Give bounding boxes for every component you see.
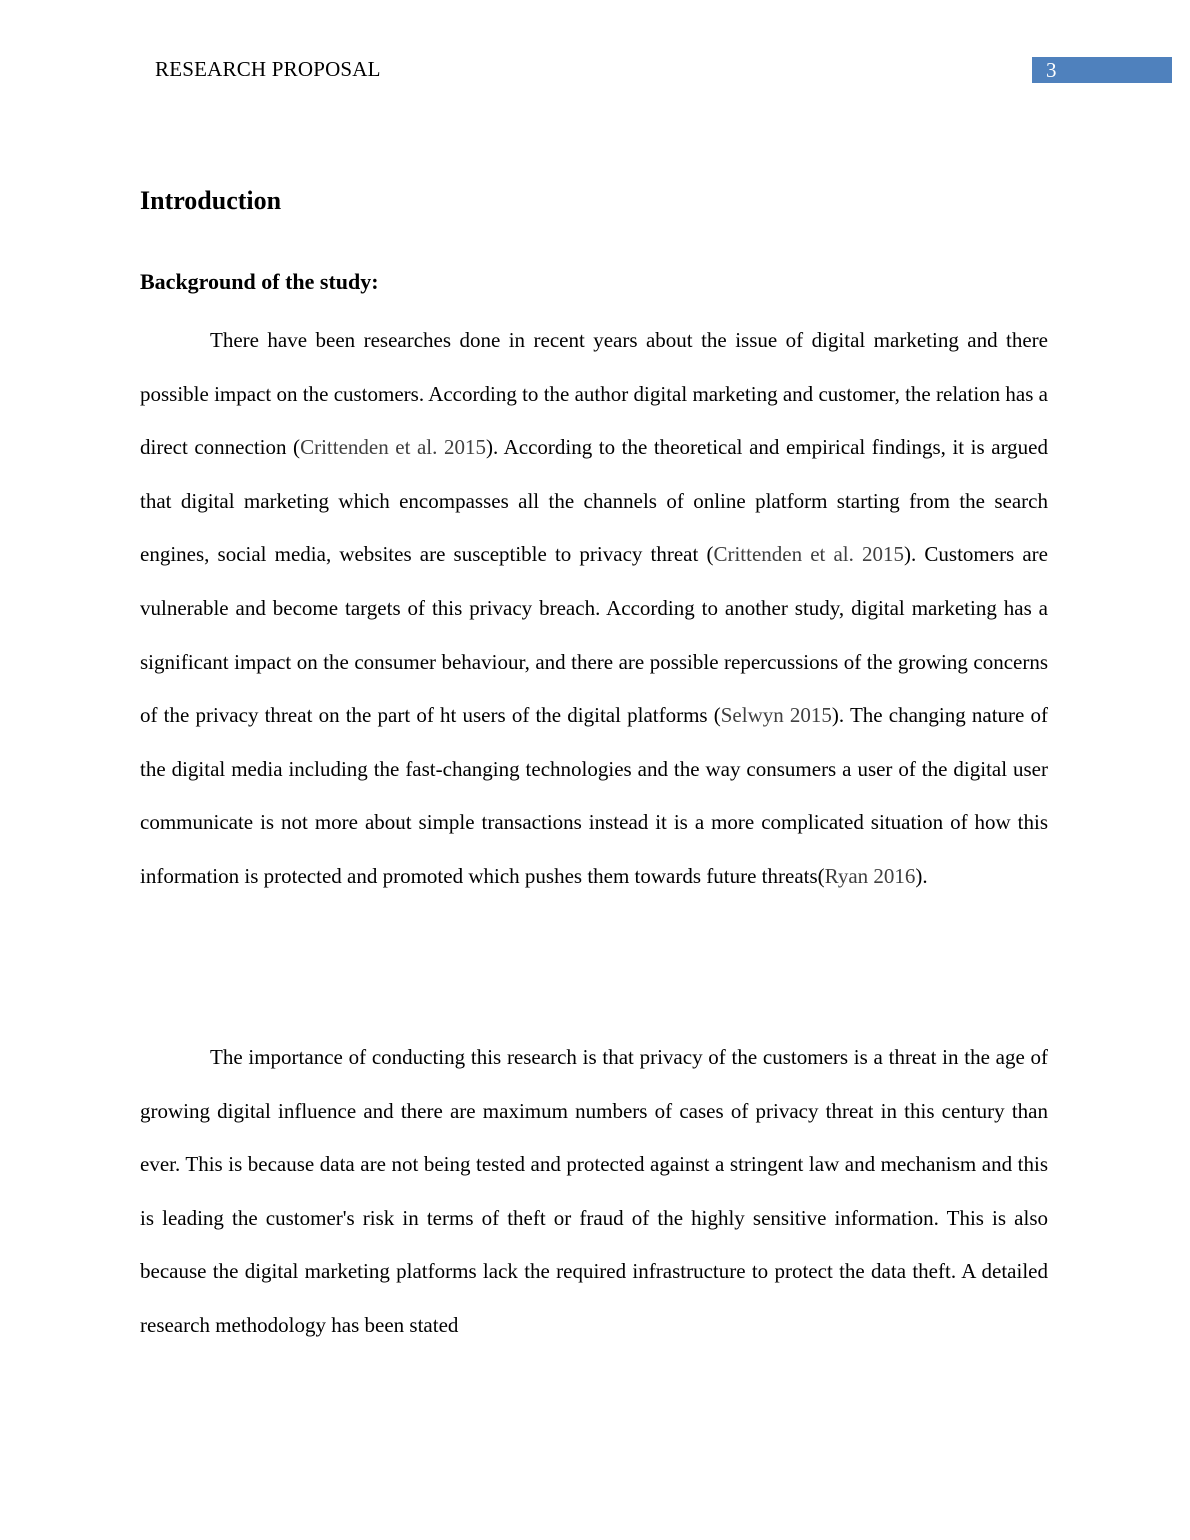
paragraph-text: ). The changing nature of the digital media including the fast-changing technologies and the way consumers a user of the digital user communicate is not more about simple transactions instead it is a more complicated situation of how this information is protected and promoted which pushes them towards future threats( xyxy=(140,703,1049,888)
citation: Crittenden et al. 2015 xyxy=(713,542,905,567)
running-head: RESEARCH PROPOSAL xyxy=(155,57,381,81)
paragraph-text: There have been researches done in recent years about the issue of digital marketing and there possible impact on the customers. According to the author digital marketing and customer, the relation has a direct connection ( xyxy=(140,328,1048,460)
page-number: 3 xyxy=(1046,58,1057,82)
paragraph-text: ). xyxy=(915,863,928,888)
section-heading-introduction: Introduction xyxy=(140,186,282,215)
body-paragraph-1 xyxy=(140,314,1048,904)
citation: Selwyn 2015 xyxy=(720,703,832,728)
page-number-box xyxy=(1032,57,1172,83)
citation: Crittenden et al. 2015 xyxy=(300,435,486,460)
body-paragraph-2: The importance of conducting this research is that privacy of the customers is a threat in the age of growing digital influence and there are maximum numbers of cases of privacy threat in this century than ever. This is because data are not being tested and protected against a stringent law and mechanism and this is leading the customer's risk in terms of theft or fraud of the highly sensitive information. This is also because the digital marketing platforms lack the required infrastructure to protect the data theft. A detailed research methodology has been stated xyxy=(140,1045,1048,1337)
subsection-heading-background: Background of the study: xyxy=(140,269,379,294)
citation: Ryan 2016 xyxy=(824,863,916,888)
paragraph-text: ). Customers are vulnerable and become targets of this privacy breach. According to another study, digital marketing has a significant impact on the consumer behaviour, and there are possible repercussions of the growing concerns of the privacy threat on the part of ht users of the digital platforms ( xyxy=(140,542,1048,728)
paragraph-text: ). According to the theoretical and empirical findings, it is argued that digital marketing which encompasses all the channels of online platform starting from the search engines, social media, websites are susceptible to privacy threat ( xyxy=(140,435,1048,567)
